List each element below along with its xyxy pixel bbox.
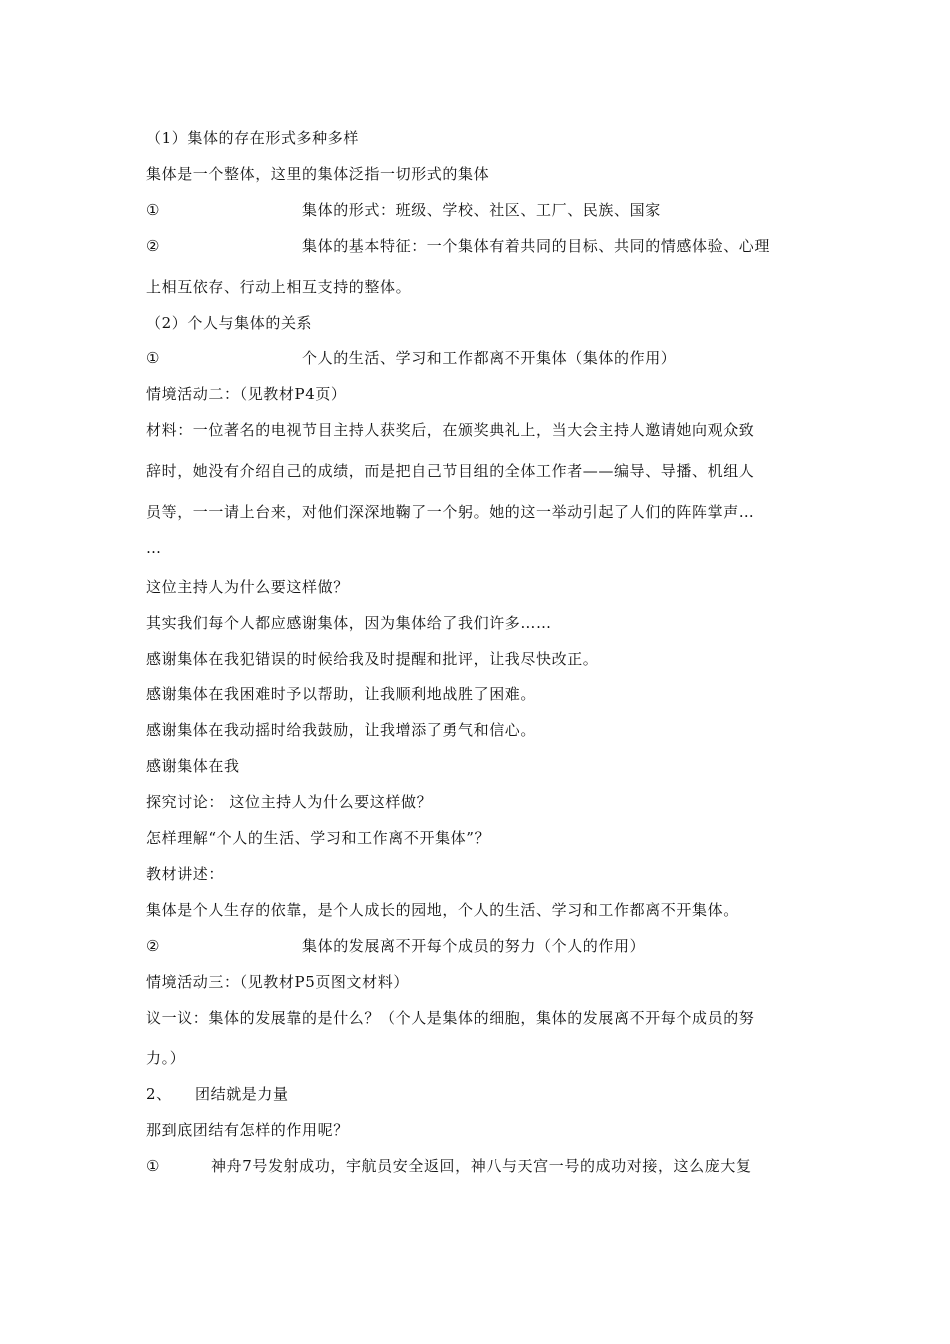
paragraph: 情境活动三：（见教材P5页图文材料） bbox=[146, 973, 409, 991]
paragraph: 议一议：集体的发展靠的是什么？（个人是集体的细胞，集体的发展离不开每个成员的努 bbox=[146, 1009, 755, 1027]
list-item: 集体的发展离不开每个成员的努力（个人的作用） bbox=[302, 937, 646, 955]
list-marker: ① bbox=[146, 349, 161, 367]
paragraph: 情境活动二：（见教材P4页） bbox=[146, 385, 347, 403]
section-heading: 团结就是力量 bbox=[195, 1085, 289, 1103]
paragraph: 感谢集体在我动摇时给我鼓励，让我增添了勇气和信心。 bbox=[146, 721, 537, 739]
heading-collective-forms: （1）集体的存在形式多种多样 bbox=[146, 129, 359, 147]
paragraph: 那到底团结有怎样的作用呢？ bbox=[146, 1121, 349, 1139]
paragraph: 这位主持人为什么要这样做？ bbox=[146, 578, 349, 596]
list-item: 集体的基本特征：一个集体有着共同的目标、共同的情感体验、心理 bbox=[302, 237, 771, 255]
paragraph: 探究讨论： 这位主持人为什么要这样做？ bbox=[146, 793, 433, 811]
paragraph: 辞时，她没有介绍自己的成绩，而是把自己节目组的全体工作者——编导、导播、机组人 bbox=[146, 462, 755, 480]
paragraph: 怎样理解“个人的生活、学习和工作离不开集体”？ bbox=[146, 829, 491, 847]
paragraph: … bbox=[146, 539, 162, 557]
list-marker: ① bbox=[146, 1157, 161, 1175]
paragraph: 集体是一个整体，这里的集体泛指一切形式的集体 bbox=[146, 165, 490, 183]
list-item: 集体的形式：班级、学校、社区、工厂、民族、国家 bbox=[302, 201, 661, 219]
paragraph: 员等，一一请上台来，对他们深深地鞠了一个躬。她的这一举动引起了人们的阵阵掌声… bbox=[146, 503, 755, 521]
heading-individual-collective: （2）个人与集体的关系 bbox=[146, 314, 313, 332]
paragraph: 教材讲述： bbox=[146, 865, 225, 883]
paragraph: 集体是个人生存的依靠，是个人成长的园地，个人的生活、学习和工作都离不开集体。 bbox=[146, 901, 739, 919]
paragraph: 其实我们每个人都应感谢集体，因为集体给了我们许多…… bbox=[146, 614, 552, 632]
paragraph: 上相互依存、行动上相互支持的整体。 bbox=[146, 278, 412, 296]
list-item: 个人的生活、学习和工作都离不开集体（集体的作用） bbox=[302, 349, 677, 367]
paragraph: 感谢集体在我 bbox=[146, 757, 240, 775]
paragraph: 力。） bbox=[146, 1049, 186, 1067]
list-item: 神舟7号发射成功，宇航员安全返回，神八与天宫一号的成功对接，这么庞大复 bbox=[211, 1157, 752, 1175]
section-number: 2、 bbox=[146, 1085, 172, 1103]
paragraph: 材料：一位著名的电视节目主持人获奖后，在颁奖典礼上，当大会主持人邀请她向观众致 bbox=[146, 421, 755, 439]
list-marker: ② bbox=[146, 237, 161, 255]
list-marker: ② bbox=[146, 937, 161, 955]
paragraph: 感谢集体在我犯错误的时候给我及时提醒和批评，让我尽快改正。 bbox=[146, 650, 599, 668]
list-marker: ① bbox=[146, 201, 161, 219]
paragraph: 感谢集体在我困难时予以帮助，让我顺利地战胜了困难。 bbox=[146, 685, 537, 703]
